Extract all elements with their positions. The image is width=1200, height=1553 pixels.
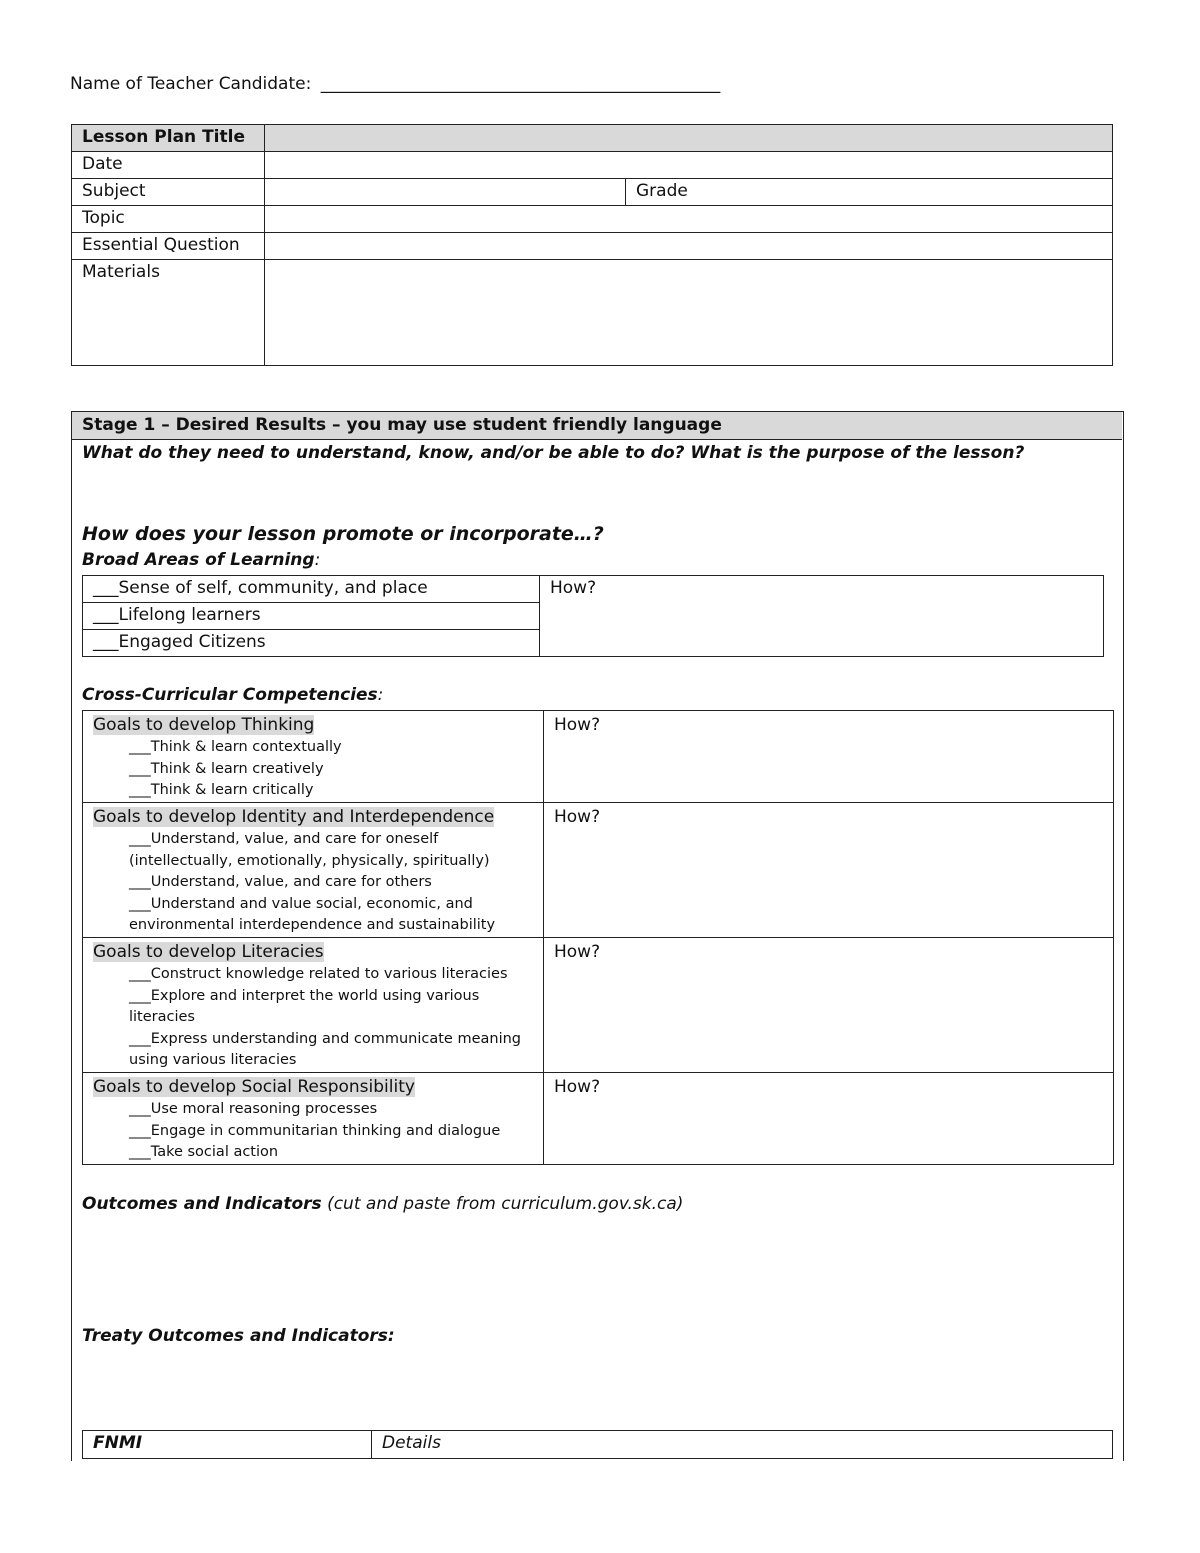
identity-item[interactable]: ___Understand, value, and care for others: [129, 874, 432, 890]
social-how-label: How?: [554, 1077, 601, 1097]
identity-cell: [83, 803, 544, 938]
teacher-name-label: Name of Teacher Candidate:: [70, 74, 312, 94]
thinking-item[interactable]: ___Think & learn creatively: [129, 760, 324, 777]
fnmi-table: [82, 1430, 1113, 1459]
teacher-name-line: [70, 74, 720, 94]
subject-label: Subject: [72, 179, 265, 206]
thinking-how-label: How?: [554, 715, 601, 735]
literacies-item[interactable]: ___Explore and interpret the world using various: [129, 987, 480, 1004]
social-cell: [83, 1073, 544, 1165]
identity-title: Goals to develop Identity and Interdependence: [93, 807, 495, 827]
cc-heading: [82, 685, 383, 705]
materials-field[interactable]: [265, 260, 1113, 366]
identity-item[interactable]: ___Understand, value, and care for oneself: [129, 831, 439, 847]
literacies-how-label: How?: [554, 942, 601, 962]
literacies-item-cont: using various literacies: [129, 1052, 297, 1068]
promote-question: How does your lesson promote or incorporate…?: [82, 523, 604, 545]
broad-areas-colon: :: [314, 550, 321, 570]
essential-question-field[interactable]: [265, 233, 1113, 260]
lesson-title-label: Lesson Plan Title: [72, 125, 265, 152]
date-label: Date: [72, 152, 265, 179]
cc-title: Cross-Curricular Competencies: [82, 685, 378, 705]
broad-how-cell[interactable]: [540, 576, 1104, 657]
thinking-item[interactable]: ___Think & learn critically: [129, 782, 314, 798]
purpose-question: What do they need to understand, know, and/or be able to do? What is the purpose of the lesson?: [82, 443, 1025, 463]
topic-label: Topic: [72, 206, 265, 233]
literacies-item[interactable]: ___Construct knowledge related to various literacies: [129, 966, 508, 982]
identity-how-cell[interactable]: [544, 803, 1114, 938]
identity-how-label: How?: [554, 807, 601, 827]
thinking-title: Goals to develop Thinking: [93, 715, 315, 735]
outcomes-label: Outcomes and Indicators: [82, 1194, 322, 1214]
thinking-cell: [83, 711, 544, 803]
outcomes-note: (cut and paste from curriculum.gov.sk.ca): [327, 1194, 684, 1214]
broad-areas-title: Broad Areas of Learning: [82, 550, 315, 570]
cc-colon: :: [377, 685, 384, 705]
literacies-item[interactable]: ___Express understanding and communicate meaning: [129, 1030, 522, 1047]
lesson-title-field[interactable]: [265, 125, 1113, 152]
fnmi-label: FNMI: [83, 1431, 372, 1459]
subject-field[interactable]: [265, 179, 626, 206]
teacher-name-field[interactable]: _______________________________________________: [320, 74, 721, 94]
identity-item-cont-text: (intellectually, emotionally, physically, spiritually): [129, 852, 490, 869]
identity-item[interactable]: ___Understand and value social, economic, and: [129, 895, 473, 912]
thinking-how-cell[interactable]: [544, 711, 1114, 803]
materials-label: Materials: [72, 260, 265, 366]
social-item[interactable]: ___Use moral reasoning processes: [129, 1101, 378, 1117]
literacies-how-cell[interactable]: [544, 938, 1114, 1073]
social-item[interactable]: ___Engage in communitarian thinking and dialogue: [129, 1122, 501, 1139]
broad-how-label: How?: [550, 578, 597, 598]
broad-areas-table: [82, 575, 1104, 657]
date-field[interactable]: [265, 152, 1113, 179]
essential-question-label: Essential Question: [72, 233, 265, 260]
identity-item-cont: environmental interdependence and sustainability: [129, 917, 496, 933]
literacies-title: Goals to develop Literacies: [93, 942, 324, 962]
social-item[interactable]: ___Take social action: [129, 1144, 279, 1160]
cc-table: [82, 710, 1114, 1165]
broad-item-lifelong[interactable]: ___Lifelong learners: [83, 603, 540, 630]
fnmi-details[interactable]: Details: [372, 1431, 1113, 1459]
grade-label[interactable]: Grade: [626, 179, 1113, 206]
identity-item-cont: [93, 851, 533, 873]
stage1-header: Stage 1 – Desired Results – you may use student friendly language: [72, 412, 1122, 440]
treaty-heading: Treaty Outcomes and Indicators:: [82, 1326, 395, 1346]
social-how-cell[interactable]: [544, 1073, 1114, 1165]
literacies-cell: [83, 938, 544, 1073]
broad-areas-heading: [82, 550, 320, 570]
broad-item-self[interactable]: ___Sense of self, community, and place: [83, 576, 540, 603]
literacies-item-cont: literacies: [129, 1009, 195, 1025]
thinking-item[interactable]: ___Think & learn contextually: [129, 739, 342, 755]
social-title: Goals to develop Social Responsibility: [93, 1077, 415, 1097]
topic-field[interactable]: [265, 206, 1113, 233]
broad-item-citizens[interactable]: ___Engaged Citizens: [83, 630, 540, 657]
lesson-info-table: [71, 124, 1113, 366]
outcomes-heading: [82, 1194, 683, 1214]
